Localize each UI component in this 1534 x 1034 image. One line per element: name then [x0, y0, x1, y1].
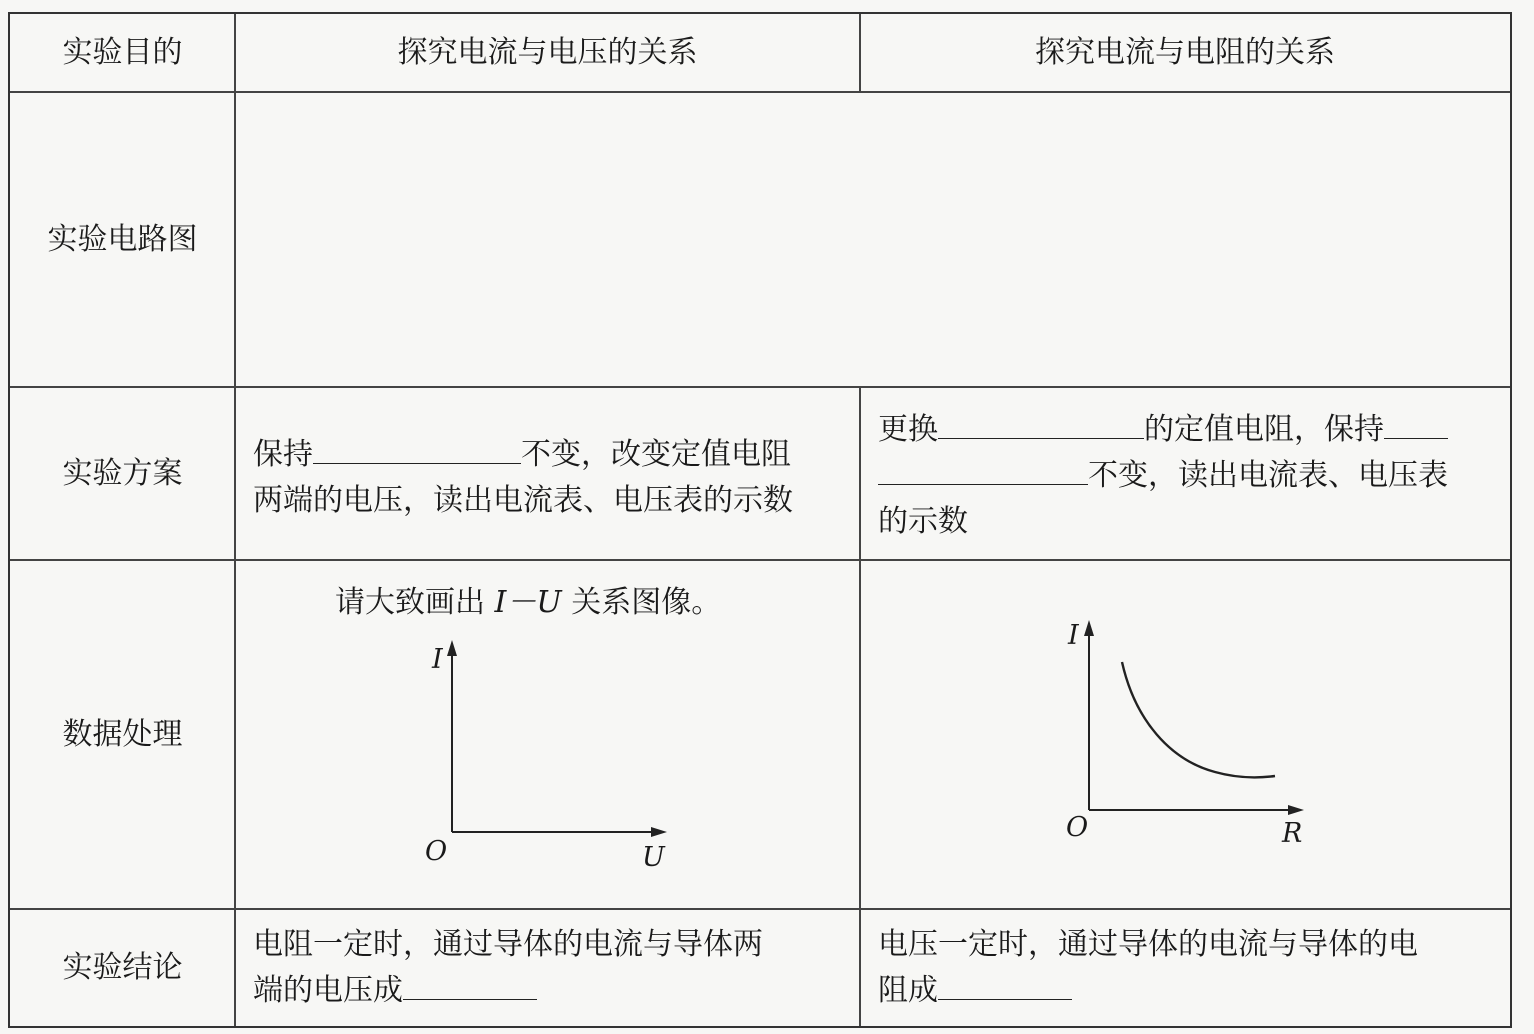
iu-graph-blank[interactable]: [235, 560, 860, 909]
plan-right-blank2a[interactable]: [1384, 408, 1448, 439]
conclusion-right: [860, 909, 1510, 1026]
ir-x-arrow: [1288, 805, 1304, 815]
data-left-prompt-var: I－U: [494, 585, 562, 620]
header-resistance-text: 探究电流与电阻的关系: [1035, 35, 1335, 70]
data-left-prompt-a: 请大致画出: [335, 585, 485, 620]
header-purpose-text: 实验目的: [62, 35, 183, 70]
plan-right-text3: 不变，读出电流表、电压表: [1088, 458, 1448, 493]
plan-right-line3: 的示数: [878, 504, 968, 539]
plan-left-line1: [253, 432, 793, 478]
header-resistance: [860, 14, 1510, 92]
ir-origin-label: O: [1066, 812, 1089, 843]
conclusion-left-line2: [253, 968, 763, 1014]
header-voltage-text: 探究电流与电压的关系: [397, 35, 698, 70]
iu-origin-label: O: [425, 836, 448, 867]
circuit-diagram-area: [235, 92, 1510, 387]
data-right: [860, 560, 1510, 909]
plan-left-line2: 两端的电压，读出电流表、电压表的示数: [253, 482, 793, 518]
plan-right-line2: [878, 453, 1448, 499]
row-label-circuit-text: 实验电路图: [47, 221, 198, 257]
plan-left-text1: 保持: [253, 436, 313, 472]
experiment-table: [8, 12, 1512, 1028]
conclusion-right-line2: [878, 968, 1418, 1014]
row-label-data: [10, 560, 235, 909]
ir-y-label: I: [1068, 620, 1079, 651]
data-left-prompt-b: 关系图像。: [571, 585, 722, 620]
plan-left-blank[interactable]: [313, 433, 521, 464]
ir-x-label: R: [1282, 818, 1303, 849]
ir-graph: [860, 560, 1510, 909]
plan-right-text2: 的定值电阻，保持: [1144, 412, 1384, 447]
conclusion-left-line1: 电阻一定时，通过导体的电流与导体两: [253, 926, 763, 962]
conclusion-left: [235, 909, 860, 1026]
row-label-circuit: [10, 92, 235, 387]
plan-right-blank2b[interactable]: [878, 454, 1088, 485]
row-label-plan-text: 实验方案: [62, 455, 183, 491]
row-label-conclusion-text: 实验结论: [62, 949, 183, 985]
plan-right-text1: 更换: [878, 412, 938, 447]
row-label-data-text: 数据处理: [62, 716, 183, 752]
plan-left: [235, 387, 860, 560]
conclusion-left-blank[interactable]: [403, 969, 537, 1000]
conclusion-right-blank[interactable]: [938, 969, 1072, 1000]
plan-right-line1: [878, 407, 1448, 453]
plan-right: [860, 387, 1510, 560]
conclusion-left-text2: 端的电压成: [253, 972, 403, 1008]
conclusion-right-text2: 阻成: [878, 972, 938, 1008]
ir-inverse-curve: [1122, 662, 1275, 777]
header-voltage: [235, 14, 860, 92]
header-purpose: [10, 14, 235, 92]
iu-y-label: I: [432, 644, 443, 675]
row-label-plan: [10, 387, 235, 560]
data-left: [235, 560, 860, 909]
iu-x-arrow: [651, 827, 667, 837]
iu-x-label: U: [642, 842, 665, 873]
ir-y-arrow: [1084, 620, 1094, 636]
row-label-conclusion: [10, 909, 235, 1026]
iu-y-arrow: [447, 640, 457, 656]
conclusion-right-line1: 电压一定时，通过导体的电流与导体的电: [878, 926, 1418, 962]
plan-right-blank1[interactable]: [938, 408, 1144, 439]
plan-left-text2: 不变，改变定值电阻: [521, 436, 791, 472]
